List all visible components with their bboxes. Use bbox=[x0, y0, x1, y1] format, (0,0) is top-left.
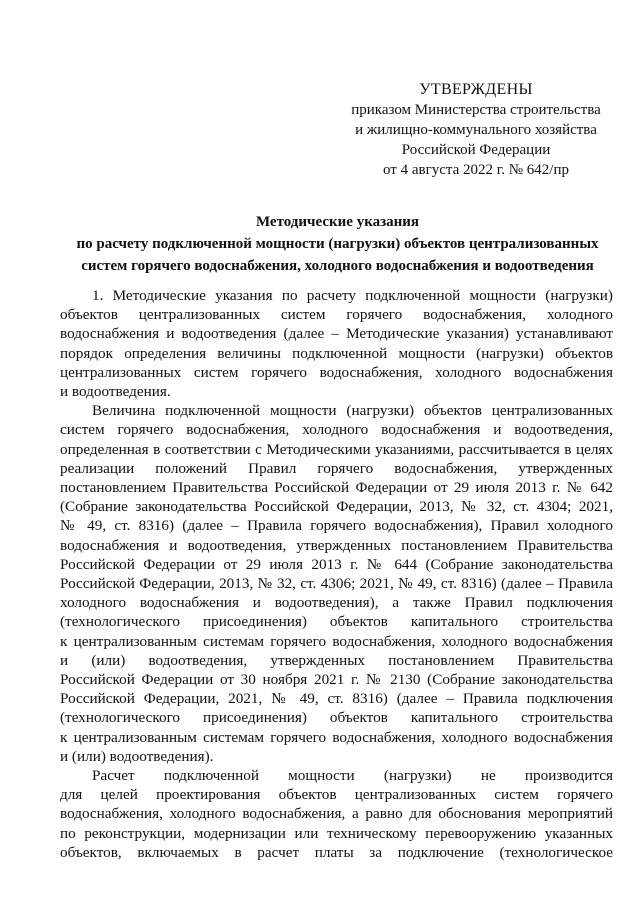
paragraph-line: Российской Федерации от 29 июля 2013 г. № 644 (Собрание законодательства bbox=[60, 555, 613, 573]
paragraph-line: объектов, включаемых в расчет платы за подключение (технологическое bbox=[60, 843, 613, 861]
paragraph bbox=[60, 401, 613, 766]
approval-line: и жилищно-коммунального хозяйства bbox=[355, 122, 597, 138]
paragraph-line: Расчет подключенной мощности (нагрузки) не производится bbox=[92, 767, 613, 785]
approval-heading: УТВЕРЖДЕНЫ bbox=[419, 81, 533, 98]
approval-line: от 4 августа 2022 г. № 642/пр bbox=[382, 162, 570, 178]
paragraph-line: к централизованным системам горячего водоснабжения, холодного водоснабжения bbox=[60, 632, 613, 650]
approval-block bbox=[330, 80, 622, 180]
paragraph-line: водоснабжения, холодного водоснабжения, а равно для обоснования мероприятий bbox=[60, 805, 613, 823]
paragraph-line: (технологического присоединения) объектов капитального строительства bbox=[60, 613, 613, 631]
paragraph-line: № 49, ст. 8316) (далее – Правила горячего водоснабжения), Правил холодного bbox=[60, 517, 613, 535]
paragraph-line: к централизованным системам горячего водоснабжения, холодного водоснабжения bbox=[60, 728, 613, 746]
paragraph-line: водоснабжения и водоотведения, утвержденных постановлением Правительства bbox=[60, 536, 613, 554]
paragraph-line: Российской Федерации, 2021, № 49, ст. 8316) (далее – Правила подключения bbox=[60, 690, 613, 708]
paragraph-line: систем горячего водоснабжения, холодного водоснабжения и водоотведения, bbox=[60, 421, 613, 439]
paragraph-line: определенная в соответствии с Методическими указаниями, рассчитывается в целях bbox=[60, 440, 613, 458]
paragraph-line: и (или) водоотведения). bbox=[60, 747, 214, 765]
paragraph-line: реализации положений Правил горячего водоснабжения, утвержденных bbox=[60, 459, 613, 477]
paragraph-line: Российской Федерации от 30 ноября 2021 г. № 2130 (Собрание законодательства bbox=[60, 671, 613, 689]
paragraph-line: (технологического присоединения) объектов капитального строительства bbox=[60, 709, 613, 727]
paragraph-line: 1. Методические указания по расчету подключенной мощности (нагрузки) bbox=[92, 287, 613, 304]
paragraph-line: холодного водоснабжения и водоотведения), а также Правил подключения bbox=[60, 594, 613, 612]
approval-line: Российской Федерации bbox=[401, 142, 551, 158]
paragraph-line: и (или) водоотведения, утвержденных постановлением Правительства bbox=[60, 651, 613, 669]
paragraph-line: и водоотведения. bbox=[60, 383, 171, 401]
paragraph-line: для целей проектирования объектов централизованных систем горячего bbox=[60, 786, 613, 804]
title-line: по расчету подключенной мощности (нагрузки) объектов централизованных bbox=[76, 236, 599, 252]
paragraph-line: по реконструкции, модернизации или техническому перевооружению указанных bbox=[60, 824, 613, 842]
title-line: Методические указания bbox=[255, 214, 420, 230]
paragraph bbox=[60, 766, 613, 862]
approval-line: приказом Министерства строительства bbox=[351, 102, 601, 118]
paragraph-line: объектов централизованных систем горячего водоснабжения, холодного bbox=[60, 306, 613, 324]
paragraph bbox=[60, 286, 613, 401]
paragraph-line: централизованных систем горячего водоснабжения, холодного водоснабжения bbox=[60, 363, 613, 381]
paragraph-line: водоснабжения и водоотведения (далее – Методические указания) устанавливают bbox=[60, 325, 613, 343]
document-body bbox=[60, 286, 613, 862]
document-title bbox=[60, 211, 615, 277]
paragraph-line: порядок определения величины подключенной мощности (нагрузки) объектов bbox=[60, 344, 613, 362]
title-line: систем горячего водоснабжения, холодного водоснабжения и водоотведения bbox=[81, 258, 594, 274]
paragraph-line: постановлением Правительства Российской Федерации от 29 июля 2013 г. № 642 bbox=[60, 479, 613, 497]
paragraph-line: Российской Федерации, 2013, № 32, ст. 4306; 2021, № 49, ст. 8316) (далее – Правила bbox=[60, 575, 613, 593]
paragraph-line: (Собрание законодательства Российской Федерации, 2013, № 32, ст. 4304; 2021, bbox=[60, 498, 613, 516]
paragraph-line: Величина подключенной мощности (нагрузки) объектов централизованных bbox=[92, 402, 613, 420]
